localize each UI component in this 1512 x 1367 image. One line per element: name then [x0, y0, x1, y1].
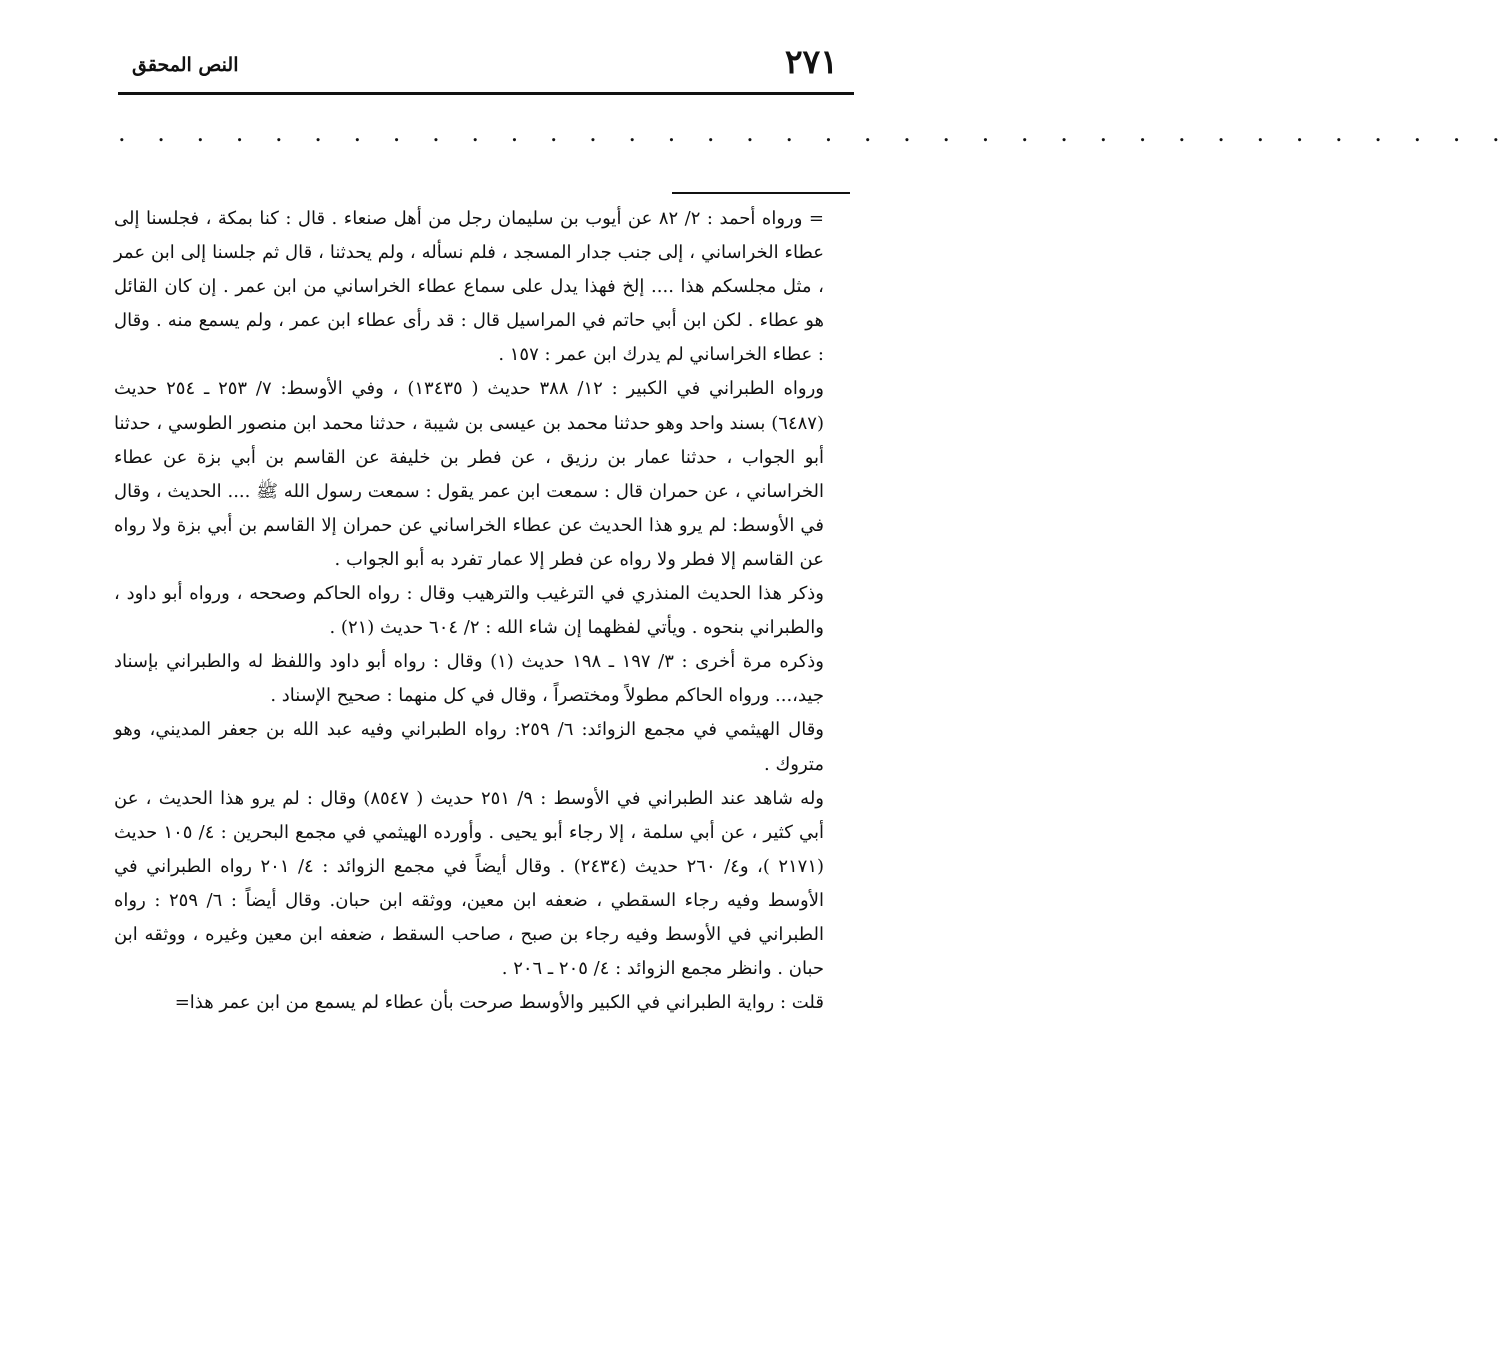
footnote-paragraph: وله شاهد عند الطبراني في الأوسط : ٩/ ٢٥١ حديث ( ٨٥٤٧) وقال : لم يرو هذا الحديث ، عن أبي كثير ، عن أبي سلمة ، إلا رجاء أبو يحيى . وأورده الهيثمي في مجمع البحرين : ٤/ ١٠٥ حديث (٢١٧١ )، و٤/ ٢٦٠ حديث (٢٤٣٤) . وقال أيضاً في مجمع الزوائد : ٤/ ٢٠١ رواه الطبراني في الأوسط وفيه رجاء السقطي ، ضعفه ابن معين، ووثقه ابن حبان. وقال أيضاً : ٦/ ٢٥٩ : رواه الطبراني في الأوسط وفيه رجاء بن صبح ، صاحب السقط ، ضعفه ابن معين وغيره ، ووثقه ابن حبان . وانظر مجمع الزوائد : ٤/ ٢٠٥ ـ ٢٠٦ .	[114, 787, 825, 980]
footnote-paragraph: وذكر هذا الحديث المنذري في الترغيب والترهيب وقال : رواه الحاكم وصححه ، ورواه أبو داود ، والطبراني بنحوه . ويأتي لفظهما إن شاء الله : ٢/ ٦٠٤ حديث (٢١) .	[114, 583, 824, 639]
running-title: النص المحقق	[132, 54, 239, 76]
footnote-paragraph: ورواه الطبراني في الكبير : ١٢/ ٣٨٨ حديث ( ١٣٤٣٥) ، وفي الأوسط: ٧/ ٢٥٣ ـ ٢٥٤ حديث (٦٤٨٧) بسند واحد وهو حدثنا محمد بن عيسى بن شيبة ، حدثنا محمد ابن منصور الطوسي ، حدثنا أبو الجواب ، حدثنا عمار بن رزيق ، عن فطر بن خليفة عن القاسم بن أبي بزة عن عطاء الخراساني ، عن حمران قال : سمعت ابن عمر يقول : سمعت رسول الله ﷺ .... الحديث ، وقال في الأوسط: لم يرو هذا الحديث عن عطاء الخراساني عن حمران إلا القاسم بن أبي بزة ولا رواه عن القاسم إلا فطر ولا رواه عن فطر إلا عمار تفرد به أبو الجواب .	[114, 378, 825, 570]
footnote-text	[114, 202, 824, 1020]
page-header	[118, 38, 854, 95]
footnote-rule	[672, 192, 850, 194]
separator-dots: . . . . . . . . . . . . . . . . . . . . . . . . . . . . . . . . . . . .	[118, 119, 1512, 147]
footnote-paragraph: وقال الهيثمي في مجمع الزوائد: ٦/ ٢٥٩: رواه الطبراني وفيه عبد الله بن جعفر المديني، وهو متروك .	[114, 719, 825, 775]
footnote-paragraph: = ورواه أحمد : ٢/ ٨٢ عن أيوب بن سليمان رجل من أهل صنعاء . قال : كنا بمكة ، فجلسنا إلى عطاء الخراساني ، إلى جنب جدار المسجد ، فلم نسأله ، ولم يحدثنا ، قال ثم جلسنا إلى ابن عمر ، مثل مجلسكم هذا .... إلخ فهذا يدل على سماع عطاء الخراساني من ابن عمر . إن كان القائل هو عطاء . لكن ابن أبي حاتم في المراسيل قال : قد رأى عطاء ابن عمر ، ولم يسمع منه . وقال : عطاء الخراساني لم يدرك ابن عمر : ١٥٧ .	[114, 208, 824, 366]
page-number: ٢٧١	[784, 42, 838, 81]
footnote-paragraph: قلت : رواية الطبراني في الكبير والأوسط صرحت بأن عطاء لم يسمع من ابن عمر هذا=	[174, 992, 824, 1014]
footnote-paragraph: وذكره مرة أخرى : ٣/ ١٩٧ ـ ١٩٨ حديث (١) وقال : رواه أبو داود واللفظ له والطبراني بإسناد جيد،... ورواه الحاكم مطولاً ومختصراً ، وقال في كل منهما : صحيح الإسناد .	[114, 651, 824, 707]
